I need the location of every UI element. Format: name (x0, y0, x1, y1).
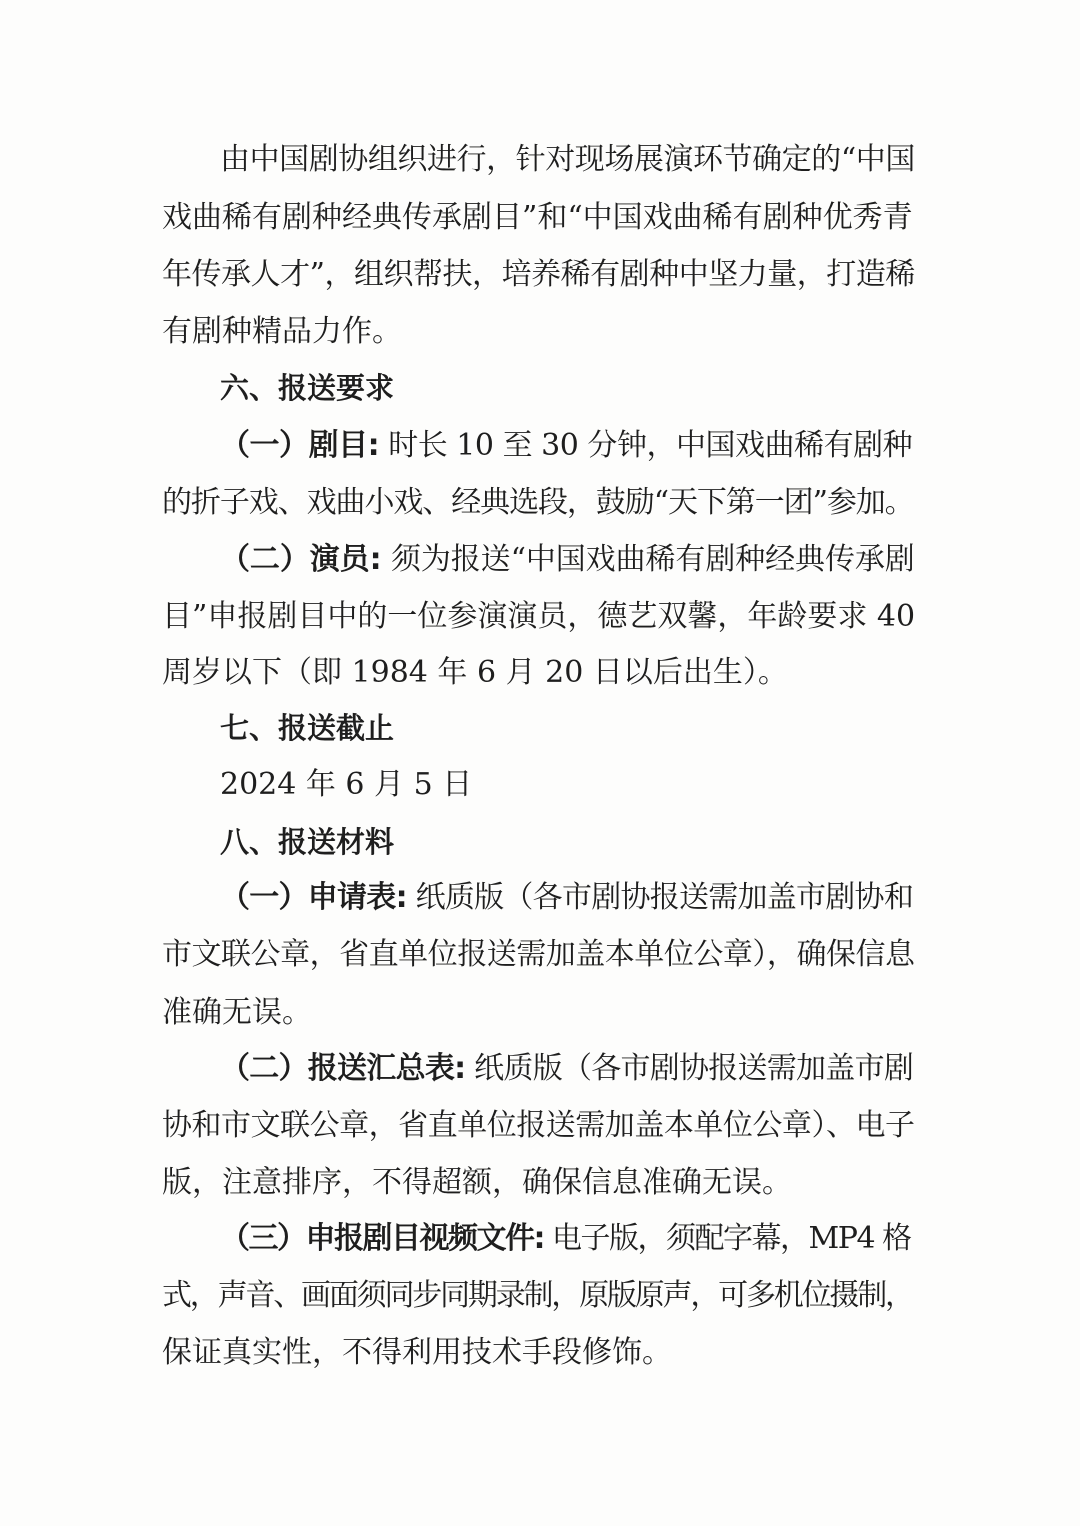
intro-line-1: 由中国剧协组织进行，针对现场展演环节确定的“中国 (220, 142, 915, 177)
s6-item2-line-1 (220, 540, 915, 580)
s6-item1-line-2: 的折子戏、戏曲小戏、经典选段，鼓励“天下第一团”参加。 (162, 485, 914, 520)
s8-item1-text: 纸质版（各市剧协报送需加盖市剧协和 (415, 880, 914, 915)
s6-item1-line-1 (220, 426, 912, 466)
s8-item3-text: 电子版，须配字幕，MP4 格 (552, 1221, 911, 1256)
s6-item2-line-2: 目”申报剧目中的一位参演演员，德艺双馨，年龄要求 40 (162, 599, 916, 634)
section-heading-6: 六、报送要求 (220, 371, 395, 405)
s8-item3-label: （三）申报剧目视频文件: (220, 1221, 544, 1256)
s6-item1-label: （一）剧目: (220, 428, 380, 463)
s8-item1-line-1 (220, 878, 913, 918)
s6-item2-line-3: 周岁以下（即 1984 年 6 月 20 日以后出生）。 (162, 655, 788, 690)
s8-item3-line-3: 保证真实性，不得利用技术手段修饰。 (162, 1335, 672, 1370)
section-heading-7: 七、报送截止 (220, 711, 395, 745)
intro-line-4: 有剧种精品力作。 (162, 314, 402, 349)
s8-item3-line-2: 式，声音、画面须同步同期录制，原版原声，可多机位摄制， (162, 1278, 913, 1313)
section-heading-8: 八、报送材料 (220, 825, 395, 859)
s8-item1-line-3: 准确无误。 (162, 995, 312, 1030)
intro-line-2: 戏曲稀有剧种经典传承剧目”和“中国戏曲稀有剧种优秀青 (162, 200, 913, 235)
s8-item1-label: （一）申请表: (220, 880, 407, 915)
s8-item3-line-1 (220, 1219, 911, 1259)
s8-item2-line-1 (220, 1049, 913, 1089)
intro-line-3: 年传承人才”，组织帮扶，培养稀有剧种中坚力量，打造稀 (162, 257, 915, 292)
s6-item2-label: （二）演员: (220, 542, 382, 577)
s8-item2-label: （二）报送汇总表: (220, 1051, 466, 1086)
s6-item1-text: 时长 10 至 30 分钟，中国戏曲稀有剧种 (388, 428, 913, 463)
s6-item2-text: 须为报送“中国戏曲稀有剧种经典传承剧 (390, 542, 915, 577)
s8-item2-line-3: 版，注意排序，不得超额，确保信息准确无误。 (162, 1165, 792, 1200)
s8-item2-line-2: 协和市文联公章，省直单位报送需加盖本单位公章）、电子 (162, 1108, 915, 1143)
deadline-date: 2024 年 6 月 5 日 (220, 767, 473, 802)
s8-item2-text: 纸质版（各市剧协报送需加盖市剧 (474, 1051, 914, 1086)
s8-item1-line-2: 市文联公章，省直单位报送需加盖本单位公章），确保信息 (162, 937, 915, 972)
